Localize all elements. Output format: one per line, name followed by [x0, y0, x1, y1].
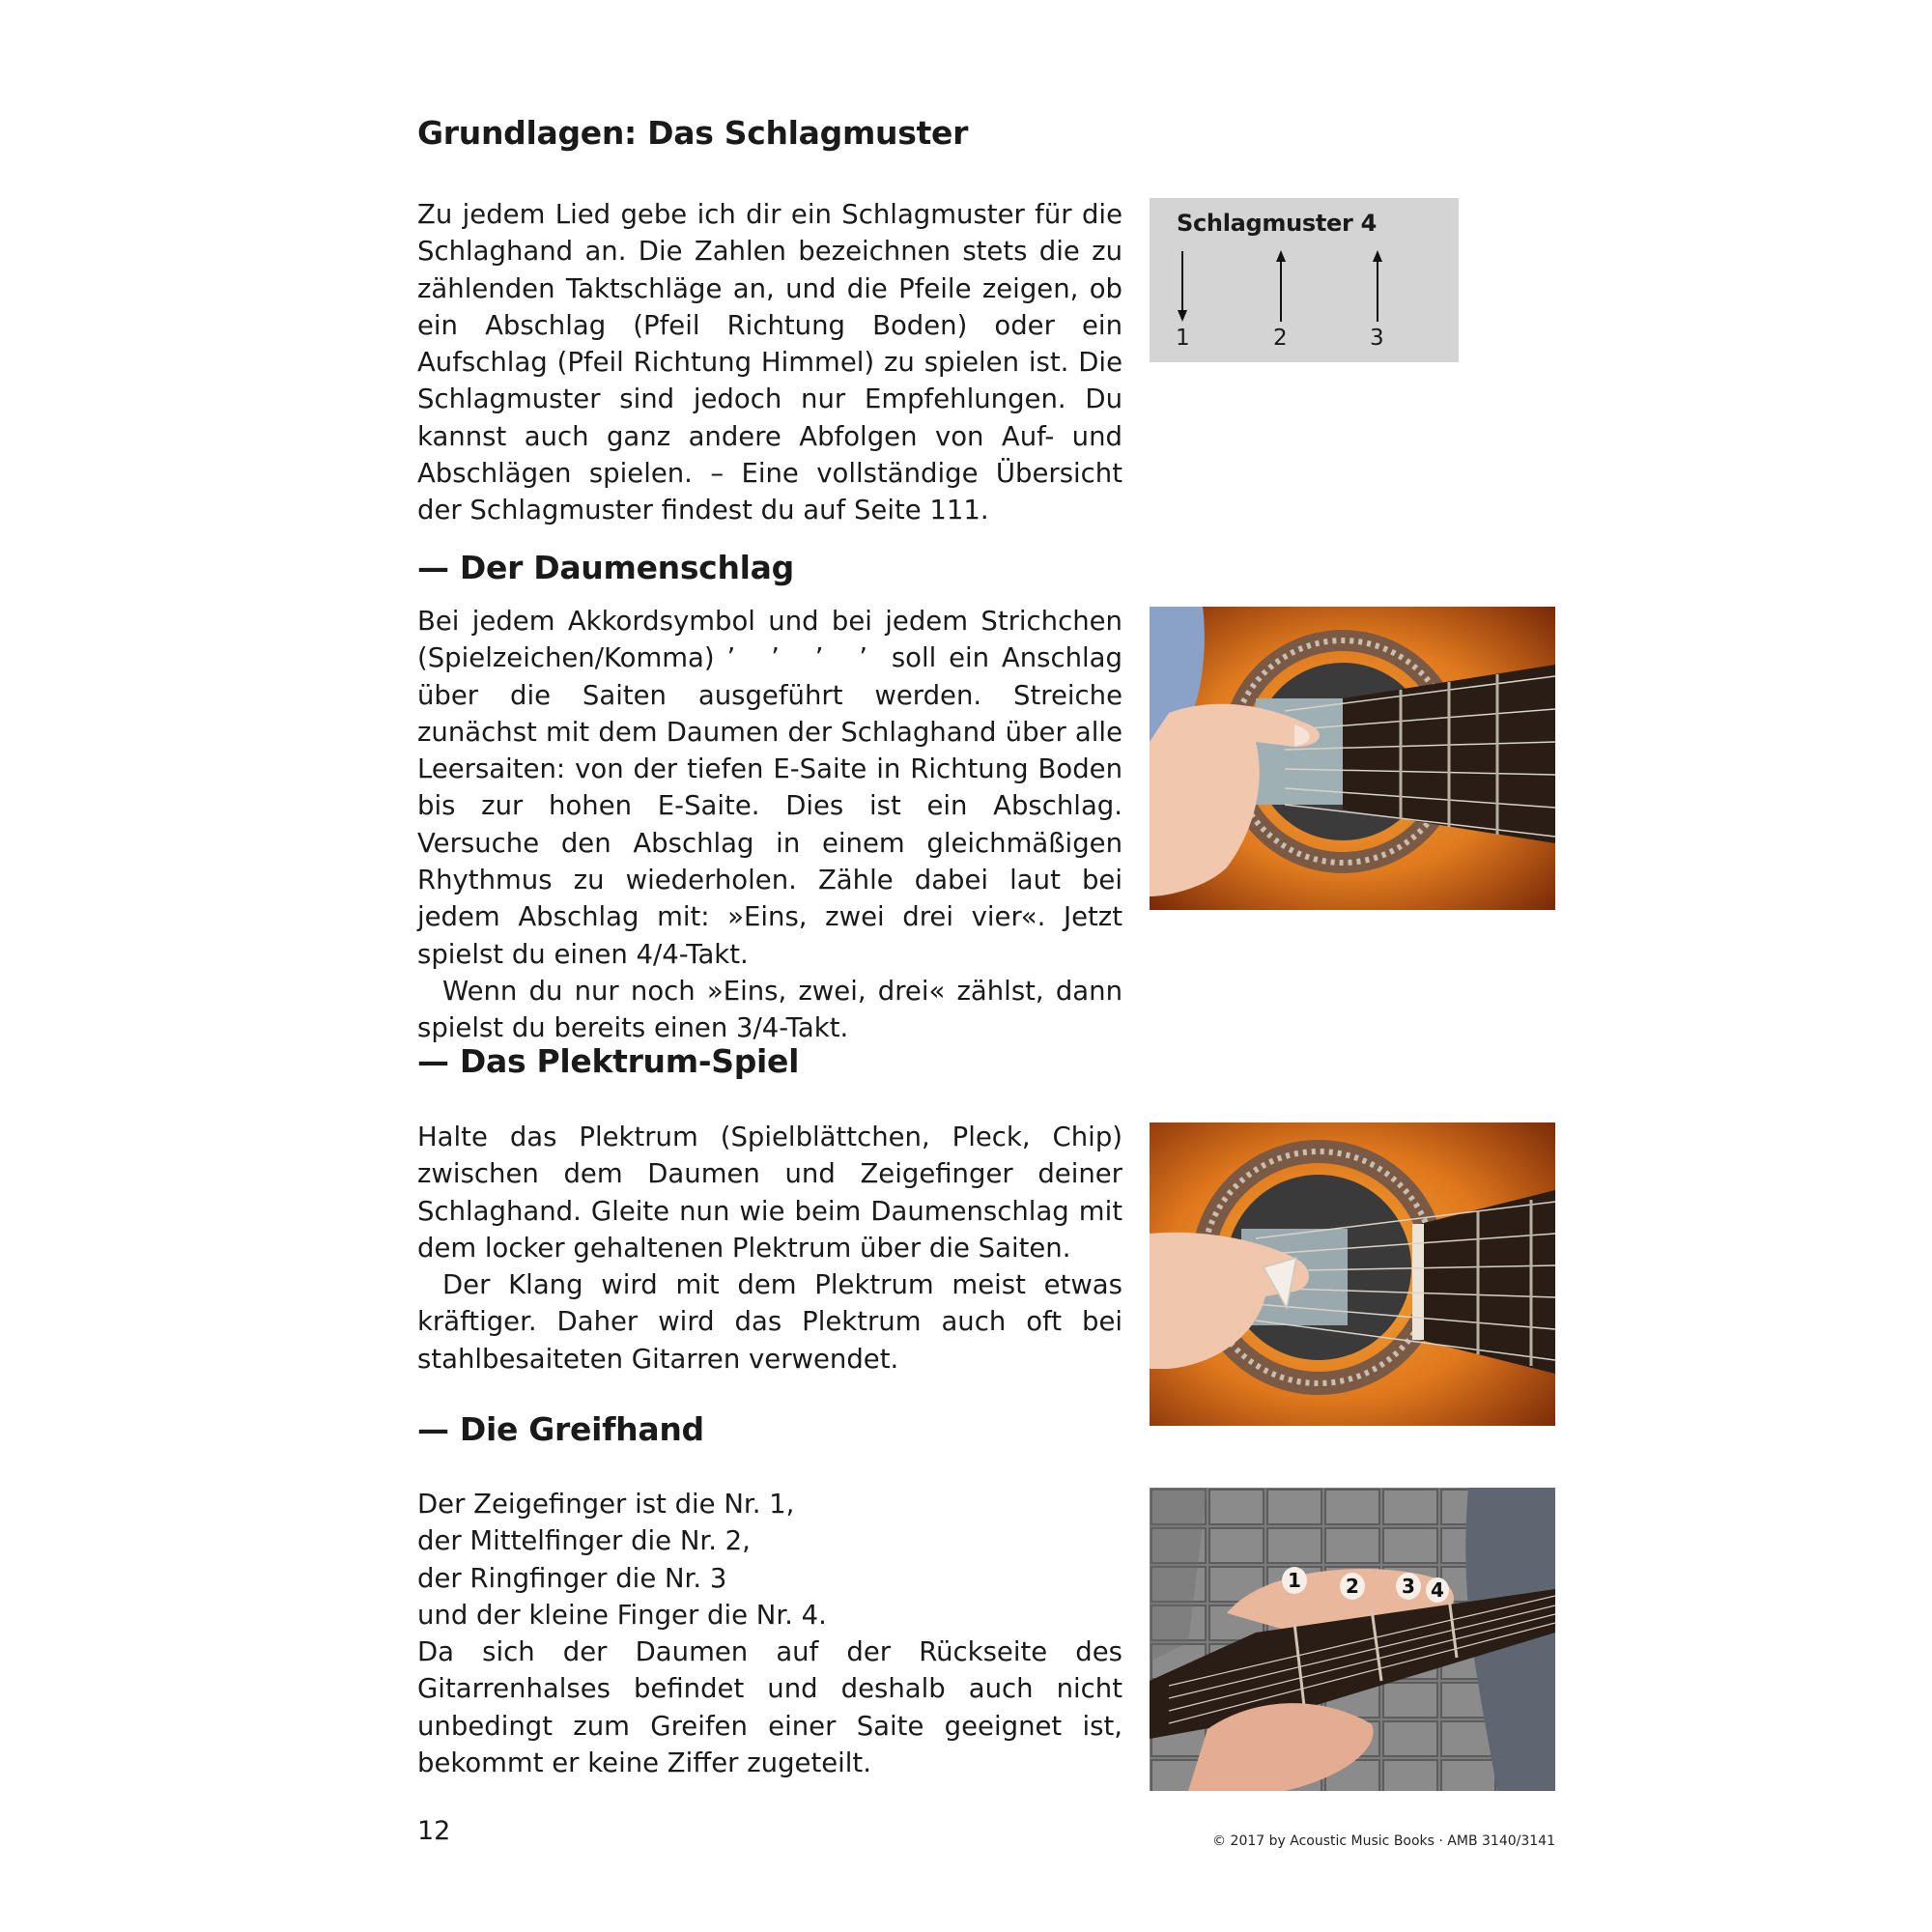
finger-number-label: 3	[1402, 1575, 1415, 1598]
beat-number: 2	[1273, 326, 1288, 351]
strum-pattern-title: Schlagmuster 4	[1177, 210, 1378, 237]
greifhand-text	[417, 1486, 1122, 1781]
beat-number: 3	[1370, 326, 1384, 351]
photo-pick-strum	[1150, 1122, 1555, 1426]
greifhand-line: und der kleine Finger die Nr. 4.	[417, 1599, 827, 1631]
daumenschlag-paragraph-1: Bei jedem Akkordsymbol und bei jedem Strichchen (Spielzeichen/Komma) ’ ’ ’ ’ soll ein Anschlag über die Saiten ausgeführt werden. Streiche zunächst mit dem Daumen der Schlaghand über alle Leersaiten: von der tiefen E-Saite in Richtung Boden bis zur hohen E-Saite. Dies ist ein Abschlag. Versuche den Abschlag in einem gleichmäßigen Rhythmus zu wiederholen. Zähle dabei laut bei jedem Abschlag mit: »Eins, zwei drei vier«. Jetzt spielst du einen 4/4-Takt.	[417, 606, 1122, 970]
tick-marks: ’ ’ ’ ’	[726, 642, 879, 674]
greifhand-line: der Mittelfinger die Nr. 2,	[417, 1525, 751, 1557]
greifhand-paragraph-2: Da sich der Daumen auf der Rückseite des Gitarrenhalses befindet und deshalb auch nicht unbedingt zum Greifen einer Saite geeignet ist, bekommt er keine Ziffer zugeteilt.	[417, 1636, 1122, 1779]
up-arrow-icon	[1276, 250, 1286, 322]
greifhand-line: der Ringfinger die Nr. 3	[417, 1562, 727, 1594]
finger-number-label: 4	[1431, 1578, 1444, 1602]
strum-arrows	[1150, 198, 1459, 362]
section-heading-greifhand: — Die Greifhand	[417, 1410, 704, 1448]
page-title: Grundlagen: Das Schlagmuster	[417, 114, 969, 152]
plektrum-text	[417, 1119, 1122, 1378]
daumenschlag-paragraph-2: Wenn du nur noch »Eins, zwei, drei« zählst, dann spielst du bereits einen 3/4-Takt.	[417, 975, 1122, 1044]
copyright-notice: © 2017 by Acoustic Music Books · AMB 3140/3141	[1212, 1833, 1555, 1849]
up-arrow-icon	[1373, 250, 1382, 322]
greifhand-line: Der Zeigefinger ist die Nr. 1,	[417, 1489, 795, 1520]
plektrum-paragraph-1: Halte das Plektrum (Spielblättchen, Pleck, Chip) zwischen dem Daumen und Zeigefinger deiner Schlaghand. Gleite nun wie beim Daumenschlag mit dem locker gehaltenen Plektrum über die Saiten.	[417, 1122, 1122, 1264]
strum-pattern-box	[1150, 198, 1459, 362]
page-number: 12	[417, 1816, 451, 1846]
beat-number: 1	[1176, 326, 1190, 351]
intro-text: Zu jedem Lied gebe ich dir ein Schlagmuster für die Schlaghand an. Die Zahlen bezeichnen stets die zu zählenden Taktschläge an, und die Pfeile zeigen, ob ein Abschlag (Pfeil Richtung Boden) oder ein Aufschlag (Pfeil Richtung Himmel) zu spielen ist. Die Schlagmuster sind jedoch nur Empfehlungen. Du kannst auch ganz andere Abfolgen von Auf- und Abschlägen spielen. – Eine vollständige Übersicht der Schlagmuster findest du auf Seite 111.	[417, 199, 1122, 526]
finger-number-label: 1	[1288, 1569, 1301, 1592]
finger-number-label: 2	[1346, 1575, 1359, 1598]
section-heading-daumenschlag: — Der Daumenschlag	[417, 549, 794, 586]
plektrum-paragraph-2: Der Klang wird mit dem Plektrum meist etwas kräftiger. Daher wird das Plektrum auch oft bei stahlbesaiteten Gitarren verwendet.	[417, 1269, 1122, 1375]
section-heading-plektrum: — Das Plektrum-Spiel	[417, 1042, 800, 1080]
daumenschlag-text	[417, 603, 1122, 1047]
intro-paragraph	[417, 196, 1122, 529]
down-arrow-icon	[1178, 251, 1187, 322]
photo-fretting-hand	[1150, 1488, 1555, 1791]
photo-thumb-strum	[1150, 607, 1555, 910]
